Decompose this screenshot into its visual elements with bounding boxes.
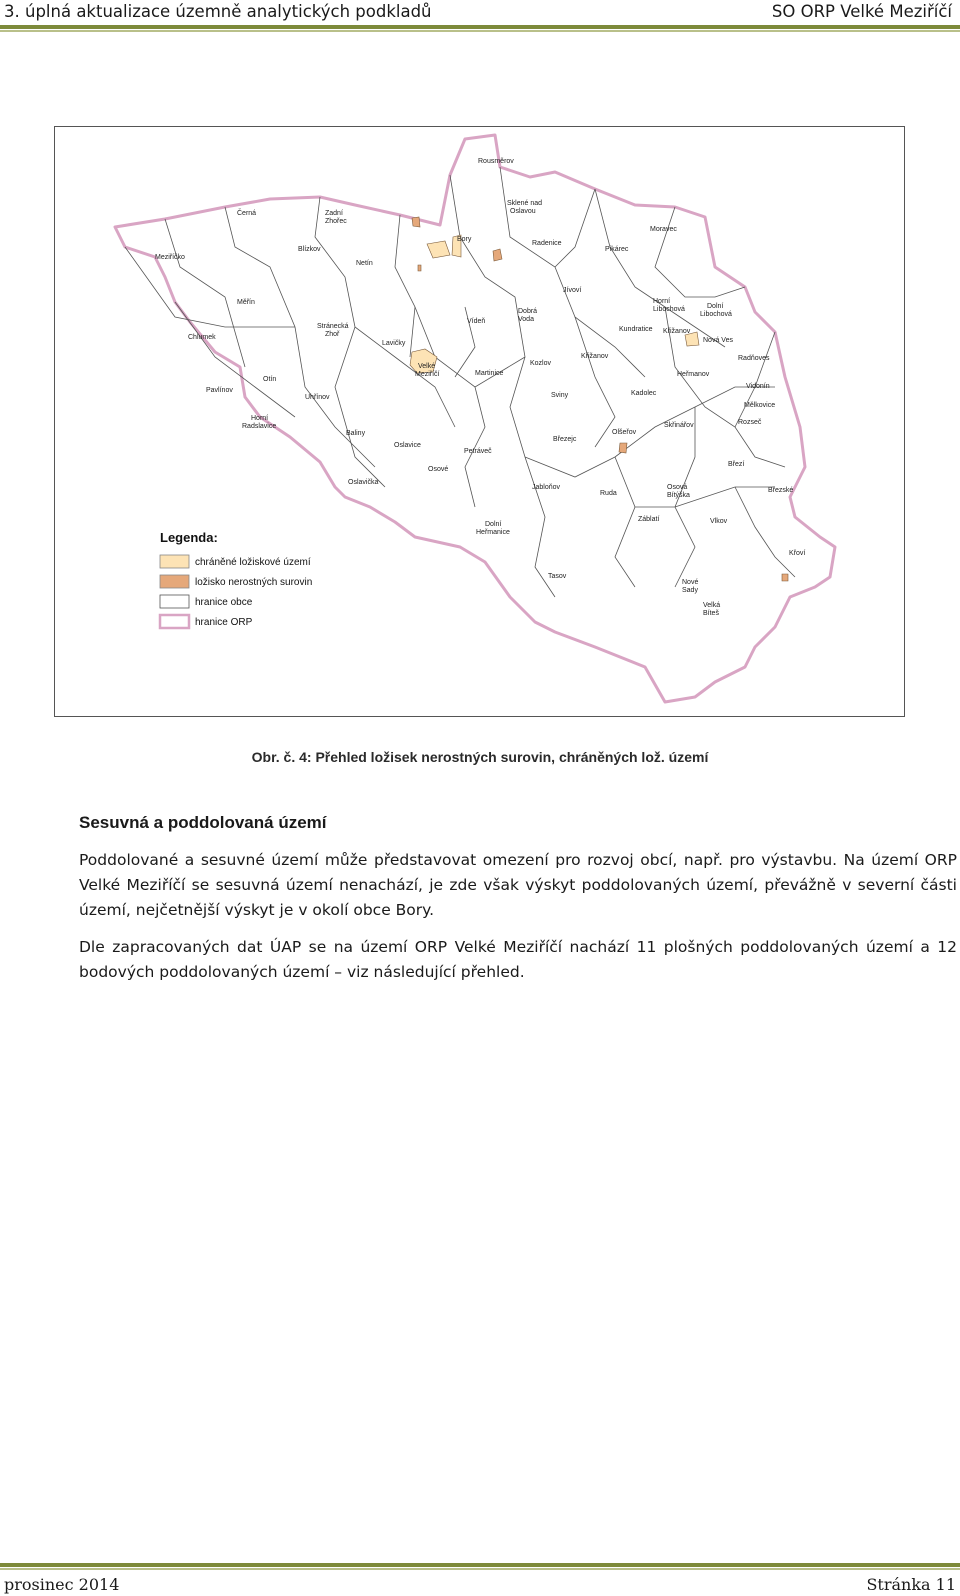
header-document-title: 3. úplná aktualizace územně analytických podkladů (4, 2, 432, 21)
mineral-deposit (619, 443, 627, 453)
map-label: Meziříčko (155, 254, 185, 261)
map-label: Baliny (346, 430, 366, 437)
map-label: Dolní (707, 303, 724, 310)
map-label: Černá (237, 210, 257, 217)
map-label: Vídeň (467, 318, 486, 325)
map-label: Sviny (551, 392, 569, 399)
footer-page-number: Stránka 11 (866, 1575, 956, 1594)
legend-label-deposit: ložisko nerostných surovin (195, 577, 313, 588)
map-label: Bíteš (703, 610, 719, 617)
map-label: Tasov (548, 573, 567, 580)
mineral-deposit (493, 249, 502, 261)
legend-label-municipality-border: hranice obce (195, 597, 253, 608)
map-label: Křoví (789, 550, 806, 557)
map-label: Bítýška (667, 492, 690, 499)
map-label: Zhoř (325, 331, 340, 338)
map-label: Pavlínov (206, 387, 233, 394)
map-label: Otín (263, 376, 277, 383)
map-label: Skřinářov (664, 422, 694, 429)
footer-rule (0, 1563, 960, 1570)
legend-swatch-deposit (160, 575, 189, 588)
map-label: Vidonín (746, 383, 770, 390)
map-label: Radenice (532, 240, 562, 247)
figure-caption: Obr. č. 4: Přehled ložisek nerostných surovin, chráněných lož. území (251, 749, 709, 765)
map-label: Křižanov (663, 328, 691, 335)
mineral-deposit (418, 265, 421, 271)
legend-label-protected: chráněné ložiskové území (195, 557, 311, 568)
map-label: Blízkov (298, 246, 321, 253)
map-label: Dobrá (518, 308, 538, 315)
map-label: Velké (418, 363, 436, 370)
map-label: Oslavice (394, 442, 421, 449)
map-label: Horní (653, 298, 671, 305)
header-office-name: SO ORP Velké Meziříčí (771, 2, 952, 21)
map-label: Sady (682, 587, 698, 594)
map-label: Petráveč (464, 448, 492, 455)
paragraph-1: Poddolované a sesuvné území může představovat omezení pro rozvoj obcí, např. pro výstavbu. Na území ORP Velké Meziříčí se sesuvná území nenachází, je zde však výskyt poddolovaných území, převážně v severní části území, nejčetnější výskyt je v okolí obce Bory. (79, 851, 957, 919)
mineral-deposit (412, 217, 420, 227)
map-label: Kadolec (631, 390, 657, 397)
map-label: Oslavička (348, 479, 379, 486)
map-label: Lavičky (382, 340, 406, 347)
map-label: Meziříčí (415, 371, 440, 378)
map-label: Osová (667, 484, 688, 491)
map-legend (160, 530, 312, 628)
legend-swatch-orp-border (160, 615, 189, 628)
map-label: Moravec (650, 226, 677, 233)
footer-date: prosinec 2014 (4, 1575, 120, 1594)
map-label: Horní (251, 415, 269, 422)
map-label: Ruda (600, 490, 617, 497)
map-label: Rousměrov (478, 158, 514, 165)
map-label: Radňoves (738, 355, 770, 362)
map-label: Zhořec (325, 218, 347, 225)
map-label: Dolní (485, 521, 502, 528)
legend-swatch-municipality-border (160, 595, 189, 608)
map-canvas (55, 127, 904, 716)
map-label: Olšeřov (612, 429, 637, 436)
map-label: Březské (768, 487, 794, 494)
map-label: Martinice (475, 370, 504, 377)
map-label: Kundratice (619, 326, 653, 333)
map-label: Záblatí (638, 516, 660, 523)
map-label: Zadní (325, 210, 343, 217)
map-label: Osové (428, 466, 449, 473)
deposit-map (54, 126, 905, 717)
paragraph-2: Dle zapracovaných dat ÚAP se na území ORP Velké Meziříčí nachází 11 plošných poddolovaných území a 12 bodových poddolovaných území – viz následující přehled. (79, 938, 957, 981)
map-label: Libochová (653, 306, 685, 313)
legend-title: Legenda: (160, 530, 218, 545)
mineral-deposit (782, 574, 788, 581)
map-label: Jabloňov (532, 484, 561, 491)
legend-swatch-protected (160, 555, 189, 568)
map-label: Křižanov (581, 353, 609, 360)
map-label: Netín (356, 260, 373, 267)
map-label: Radslavice (242, 423, 277, 430)
map-label: Oslavou (510, 208, 536, 215)
legend-label-orp-border: hranice ORP (195, 617, 253, 628)
map-label: Nové (682, 579, 699, 586)
map-label: Chlumek (188, 334, 216, 341)
map-label: Heřmanice (476, 529, 510, 536)
map-label: Bory (457, 236, 472, 243)
section-title: Sesuvná a poddolovaná území (79, 813, 327, 832)
map-label: Nová Ves (703, 337, 733, 344)
map-label: Uhřínov (305, 394, 330, 401)
header-rule (0, 25, 960, 32)
map-label: Stránecká (317, 323, 349, 330)
map-label: Velká (703, 602, 721, 609)
map-label: Březejc (553, 436, 577, 443)
map-label: Pikárec (605, 246, 629, 253)
map-label: Heřmanov (677, 371, 710, 378)
map-label: Voda (518, 316, 534, 323)
map-label: Březí (728, 461, 745, 468)
map-label: Měřín (237, 299, 255, 306)
map-label: Kozlov (530, 360, 552, 367)
map-label: Jívoví (563, 287, 582, 294)
map-label: Rozseč (738, 419, 762, 426)
map-label: Vlkov (710, 518, 728, 525)
map-label: Mělkovice (744, 402, 776, 409)
map-label: Libochová (700, 311, 732, 318)
map-label: Sklené nad (507, 200, 543, 207)
